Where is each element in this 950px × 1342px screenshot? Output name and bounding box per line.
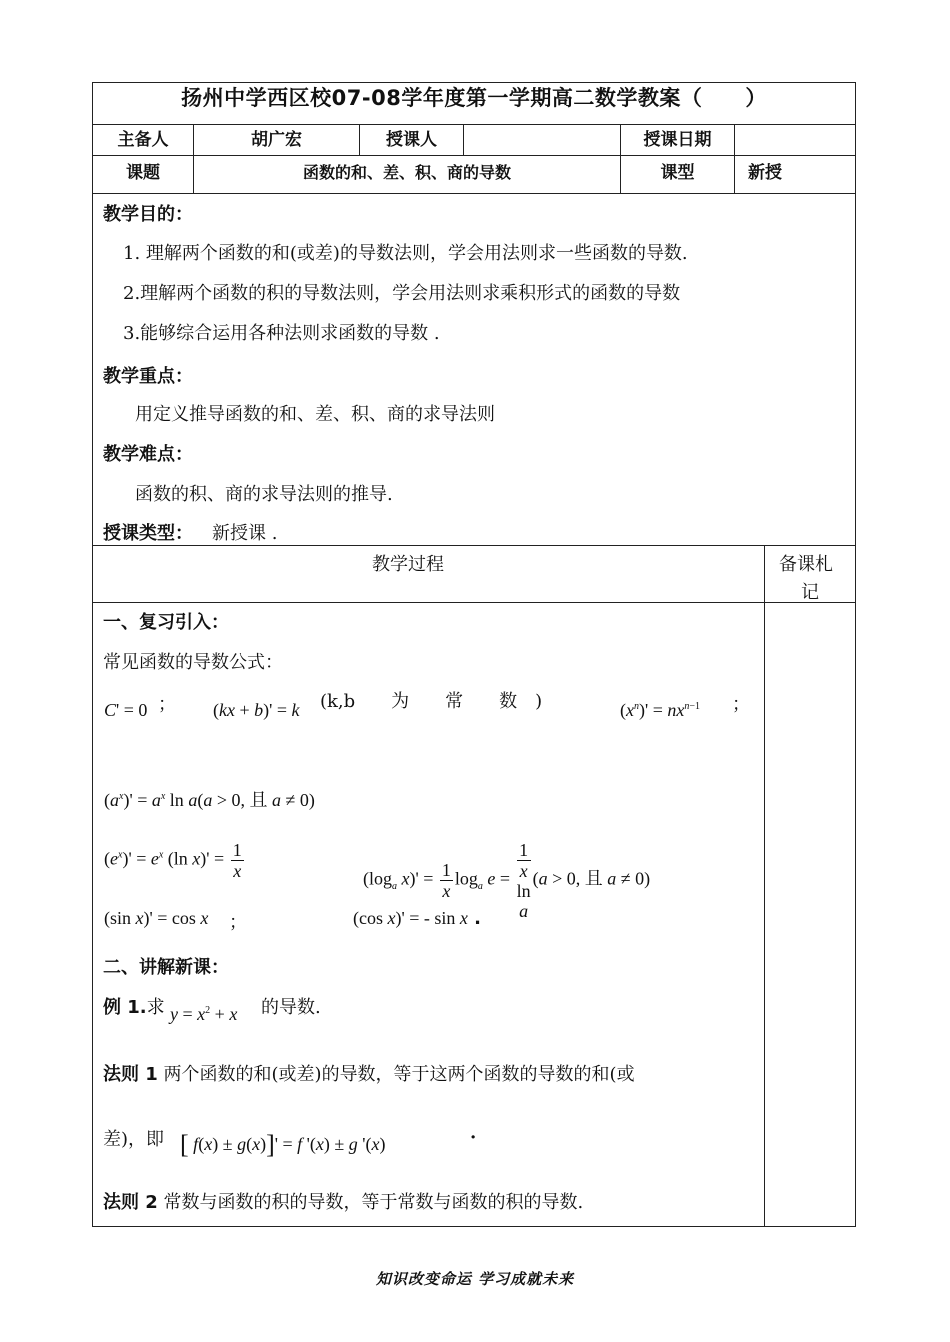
table-rule xyxy=(463,124,464,156)
lesson-type-text: 新授课 . xyxy=(212,523,278,544)
key-points-text: 用定义推导函数的和、差、积、商的求导法则 xyxy=(135,404,495,425)
key-points-heading: 教学重点： xyxy=(103,366,193,387)
date-label: 授课日期 xyxy=(643,130,712,150)
separator: ； xyxy=(732,694,750,715)
rule-1-formula: [ f(x) ± g(x)]' = f '(x) ± g '(x) xyxy=(180,1130,386,1159)
example-formula: $y = x^2 + x$ xyxy=(170,1004,238,1024)
rule-1-text: 两个函数的和(或差)的导数，等于这两个函数的导数的和(或 xyxy=(157,1064,635,1085)
table-rule xyxy=(92,193,856,194)
formula-sin: (sin x)' = cos x xyxy=(104,908,209,928)
topic-value: 函数的和、差、积、商的导数 xyxy=(302,163,511,182)
formula-cos: (cos x)' = - sin x . xyxy=(353,908,481,929)
objective-item: 2.理解两个函数的积的导数法则，学会用法则求乘积形式的函数的导数 xyxy=(123,283,681,304)
table-border-left xyxy=(92,82,93,1227)
objective-item: 3.能够综合运用各种法则求函数的导数 . xyxy=(123,323,440,344)
footer-slogan: 知识改变命运 学习成就未来 xyxy=(375,1270,575,1288)
formula-e-and-ln: $(e^x)' = e^x$ (ln x)' = $\frac{1}{x}$ xyxy=(104,840,242,881)
topic-label: 课题 xyxy=(126,163,160,183)
example-1 xyxy=(103,993,165,1019)
formula-power: $(x^n)' = nx^{n-1}$ xyxy=(620,700,701,720)
process-heading: 教学过程 xyxy=(372,554,444,575)
preparer-label: 主备人 xyxy=(117,130,169,150)
review-heading: 一、复习引入： xyxy=(103,612,229,633)
rule-2 xyxy=(103,1188,583,1214)
notes-heading-cont: 记 xyxy=(801,582,819,603)
objective-item: 1. 理解两个函数的和(或差)的导数法则，学会用法则求一些函数的导数. xyxy=(123,243,688,264)
formula-exponential: $(a^x)' = a^x$ ln a(a > 0, 且 a ≠ 0) xyxy=(104,790,315,810)
rule-1 xyxy=(103,1060,635,1086)
formula-constant: C' = 0 xyxy=(104,700,148,720)
table-border-top xyxy=(92,82,856,83)
formula-linear-note: (k,b 为 常 数 ) xyxy=(320,691,543,712)
type-value: 新授 xyxy=(748,163,782,183)
page-title: 扬州中学西区校07-08学年度第一学期高二数学教案（ ） xyxy=(181,86,767,110)
table-rule xyxy=(92,602,856,603)
table-border-bottom xyxy=(92,1226,856,1227)
difficult-points-text: 函数的积、商的求导法则的推导. xyxy=(135,484,393,505)
lecturer-label: 授课人 xyxy=(386,130,437,150)
difficult-points-heading: 教学难点： xyxy=(103,444,193,465)
notes-heading: 备课札 xyxy=(779,554,833,575)
formula-log: ($\log_a$ x)' = $\frac{1}{x}$ $\log_a e$ = 1 x ln a (a > 0, 且 a ≠ 0) xyxy=(363,840,651,921)
rule-2-text: 常数与函数的积的导数，等于常数与函数的积的导数. xyxy=(157,1192,584,1213)
review-intro: 常见函数的导数公式： xyxy=(103,652,283,673)
objectives-heading: 教学目的： xyxy=(103,204,193,225)
rule-1-cont: 差)，即 xyxy=(103,1129,165,1150)
type-label: 课型 xyxy=(660,163,695,183)
formula-linear: (kx + b)' = k xyxy=(213,700,300,720)
preparer-value: 胡广宏 xyxy=(251,130,302,150)
rule-2-label: 法则 2 xyxy=(103,1192,158,1213)
lesson-type-heading: 授课类型： xyxy=(103,523,193,544)
separator: ； xyxy=(229,912,247,933)
new-lesson-heading: 二、讲解新课： xyxy=(103,957,229,978)
separator: ； xyxy=(158,694,176,715)
example-label: 例 1. xyxy=(103,997,147,1018)
table-rule xyxy=(764,545,765,1227)
example-pre: 求 xyxy=(146,997,165,1018)
example-post: 的导数. xyxy=(261,997,321,1018)
table-rule xyxy=(92,545,856,546)
table-rule xyxy=(92,155,856,156)
rule-1-dot: · xyxy=(470,1127,477,1148)
rule-1-label: 法则 1 xyxy=(103,1064,158,1085)
table-border-right xyxy=(855,82,856,1227)
